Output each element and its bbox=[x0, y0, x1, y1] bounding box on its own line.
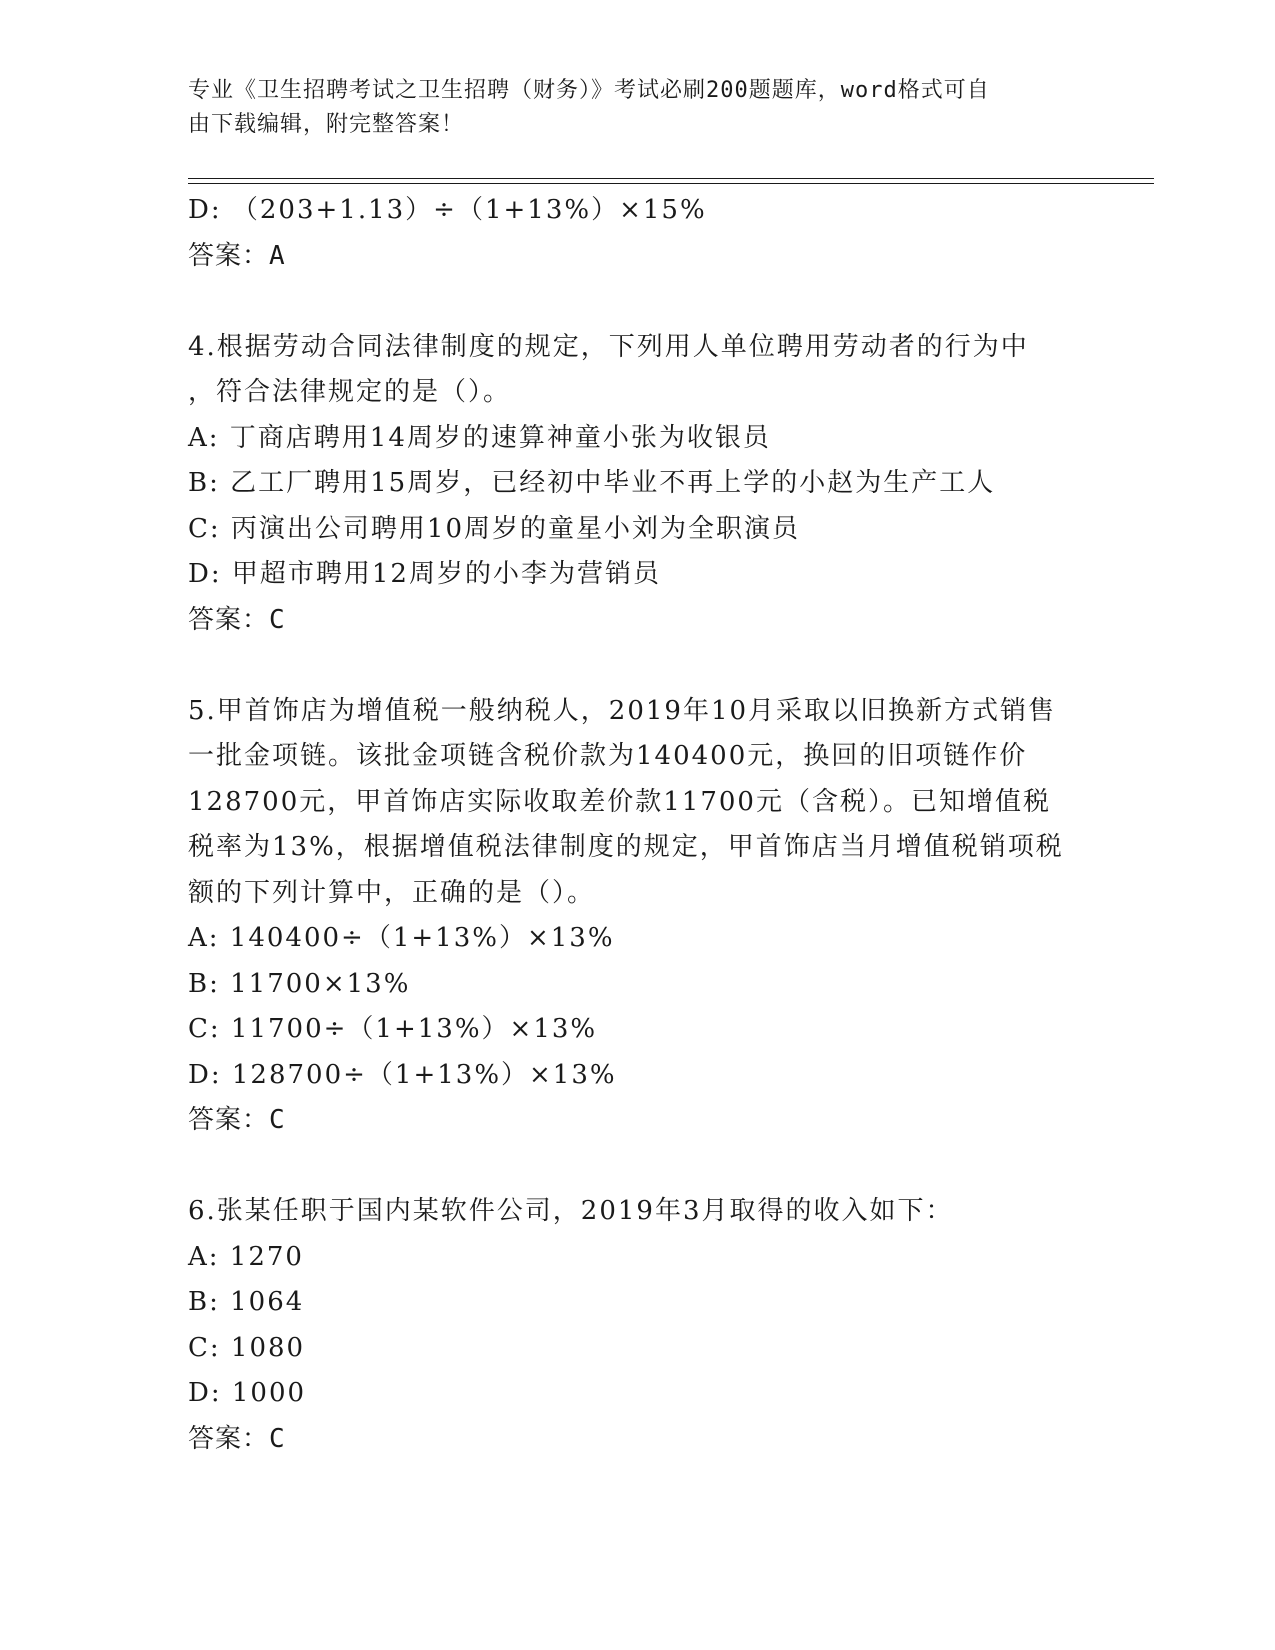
spacer bbox=[188, 279, 1088, 325]
q4-option-d: D: 甲超市聘用12周岁的小李为营销员 bbox=[188, 559, 661, 589]
q6-option-c: C: 1080 bbox=[188, 1332, 306, 1363]
q5-option-d: D: 128700÷（1+13%）×13% bbox=[188, 1059, 617, 1090]
q5-stem-line-4: 税率为13%，根据增值税法律制度的规定，甲首饰店当月增值税销项税 bbox=[188, 832, 1064, 862]
header-rule-bottom bbox=[188, 183, 1154, 184]
header-rule-top bbox=[188, 178, 1154, 179]
q5-option-b: B: 11700×13% bbox=[188, 968, 411, 999]
q3-option-d: D: （203+1.13）÷（1+13%）×15% bbox=[188, 195, 707, 225]
q4-answer: 答案：C bbox=[188, 604, 286, 635]
q6-option-d: D: 1000 bbox=[188, 1378, 307, 1408]
q4-stem-line-2: ，符合法律规定的是（）。 bbox=[188, 377, 512, 407]
q3-answer: 答案：A bbox=[188, 240, 286, 271]
q4-option-c: C: 丙演出公司聘用10周岁的童星小刘为全职演员 bbox=[188, 513, 801, 544]
q5-stem-line-1: 5.甲首饰店为增值税一般纳税人，2019年10月采取以旧换新方式销售 bbox=[188, 695, 1057, 726]
page-header bbox=[188, 74, 1068, 142]
question-5 bbox=[188, 689, 1088, 1144]
q4-option-a: A: 丁商店聘用14周岁的速算神童小张为收银员 bbox=[188, 422, 771, 453]
question-4 bbox=[188, 325, 1088, 644]
q6-option-a: A: 1270 bbox=[188, 1241, 304, 1272]
q5-stem-line-2: 一批金项链。该批金项链含税价款为140400元，换回的旧项链作价 bbox=[188, 741, 1028, 771]
q5-answer: 答案：C bbox=[188, 1105, 286, 1135]
question-6 bbox=[188, 1189, 1088, 1462]
q4-option-b: B: 乙工厂聘用15周岁，已经初中毕业不再上学的小赵为生产工人 bbox=[188, 468, 996, 498]
q6-stem-line-1: 6.张某任职于国内某软件公司，2019年3月取得的收入如下： bbox=[188, 1196, 954, 1226]
header-line-2: 由下载编辑，附完整答案！ bbox=[188, 112, 465, 137]
spacer bbox=[188, 643, 1088, 689]
q5-option-a: A: 140400÷（1+13%）×13% bbox=[188, 923, 615, 953]
q5-option-c: C: 11700÷（1+13%）×13% bbox=[188, 1014, 598, 1044]
q6-option-b: B: 1064 bbox=[188, 1287, 305, 1317]
q5-stem-line-5: 额的下列计算中，正确的是（）。 bbox=[188, 877, 596, 908]
header-line-1: 专业《卫生招聘考试之卫生招聘（财务）》考试必刷200题题库，word格式可自 bbox=[188, 78, 990, 103]
spacer bbox=[188, 1144, 1088, 1190]
document-body bbox=[188, 188, 1088, 1462]
q4-stem-line-1: 4.根据劳动合同法律制度的规定，下列用人单位聘用劳动者的行为中 bbox=[188, 331, 1029, 362]
q6-answer: 答案：C bbox=[188, 1423, 286, 1454]
q5-stem-line-3: 128700元，甲首饰店实际收取差价款11700元（含税）。已知增值税 bbox=[188, 786, 1051, 817]
question-3-tail bbox=[188, 188, 1088, 279]
